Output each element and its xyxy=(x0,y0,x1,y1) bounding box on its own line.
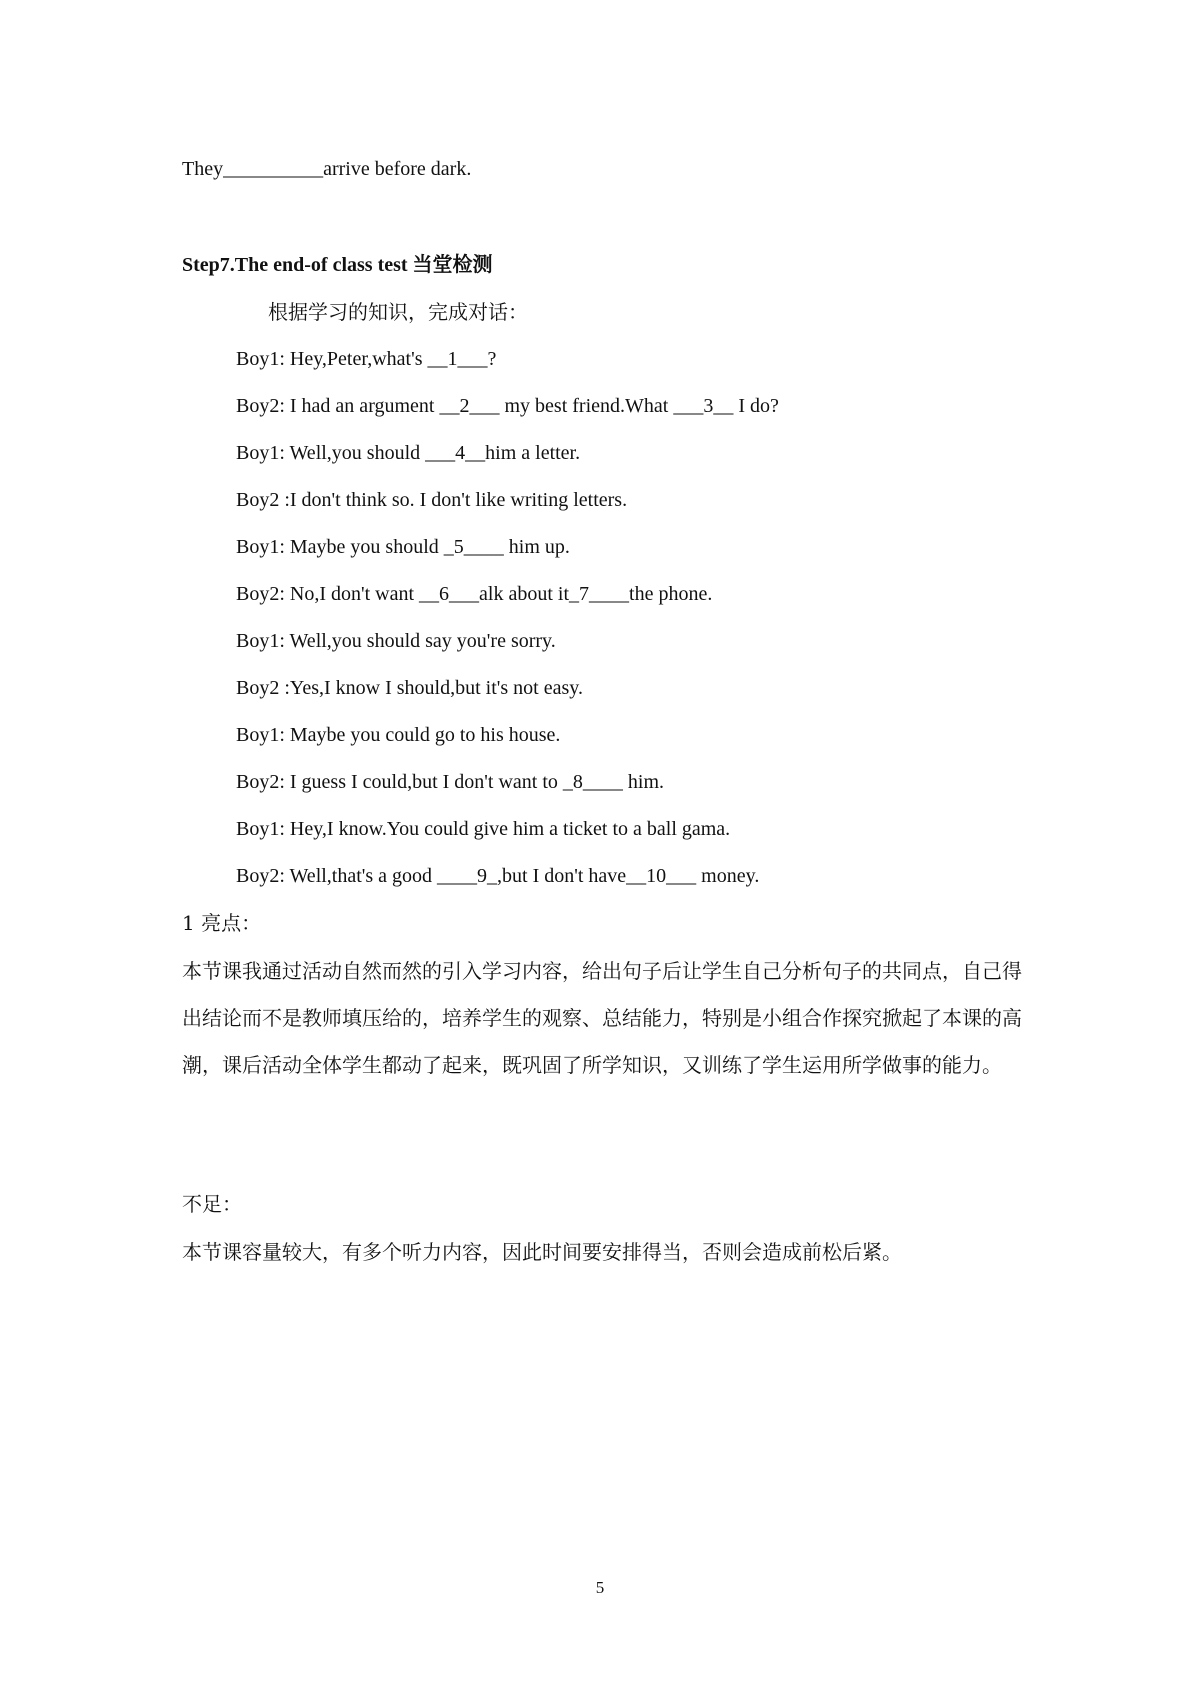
dialogue-line: Boy1: Well,you should ___4__him a letter. xyxy=(236,442,581,464)
dialogue-line: Boy2 :I don't think so. I don't like writing letters. xyxy=(236,489,628,511)
page-number: 5 xyxy=(595,1578,605,1597)
dialogue-line: Boy2: No,I don't want __6___alk about it_7____the phone. xyxy=(236,583,713,605)
dialogue-line: Boy2: I had an argument __2___ my best friend.What ___3__ I do? xyxy=(236,395,779,417)
dialogue-line: Boy2: Well,that's a good ____9_,but I don't have__10___ money. xyxy=(236,865,760,887)
highlights-paragraph: 本节课我通过活动自然而然的引入学习内容，给出句子后让学生自己分析句子的共同点，自己得出结论而不是教师填压给的，培养学生的观察、总结能力，特别是小组合作探究掀起了本课的高潮，课后活动全体学生都动了起来，既巩固了所学知识，又训练了学生运用所学做事的能力。 xyxy=(182,959,1022,1077)
highlights-heading: 1 亮点： xyxy=(182,911,262,935)
section-title: Step7.The end-of class test 当堂检测 xyxy=(182,254,493,276)
dialogue-line: Boy1: Maybe you could go to his house. xyxy=(236,724,561,746)
dialogue-line: Boy1: Hey,I know.You could give him a ticket to a ball gama. xyxy=(236,818,731,840)
dialogue-line: Boy2 :Yes,I know I should,but it's not easy. xyxy=(236,677,583,699)
instruction-text: 根据学习的知识，完成对话： xyxy=(268,300,528,324)
dialogue-line: Boy1: Hey,Peter,what's __1___? xyxy=(236,348,497,370)
shortcomings-paragraph: 本节课容量较大，有多个听力内容，因此时间要安排得当，否则会造成前松后紧。 xyxy=(182,1240,902,1264)
dialogue-line: Boy1: Well,you should say you're sorry. xyxy=(236,630,556,652)
fill-in-sentence: They__________arrive before dark. xyxy=(182,158,472,180)
dialogue-line: Boy1: Maybe you should _5____ him up. xyxy=(236,536,570,558)
dialogue-line: Boy2: I guess I could,but I don't want to _8____ him. xyxy=(236,771,665,793)
shortcomings-heading: 不足： xyxy=(182,1192,242,1216)
